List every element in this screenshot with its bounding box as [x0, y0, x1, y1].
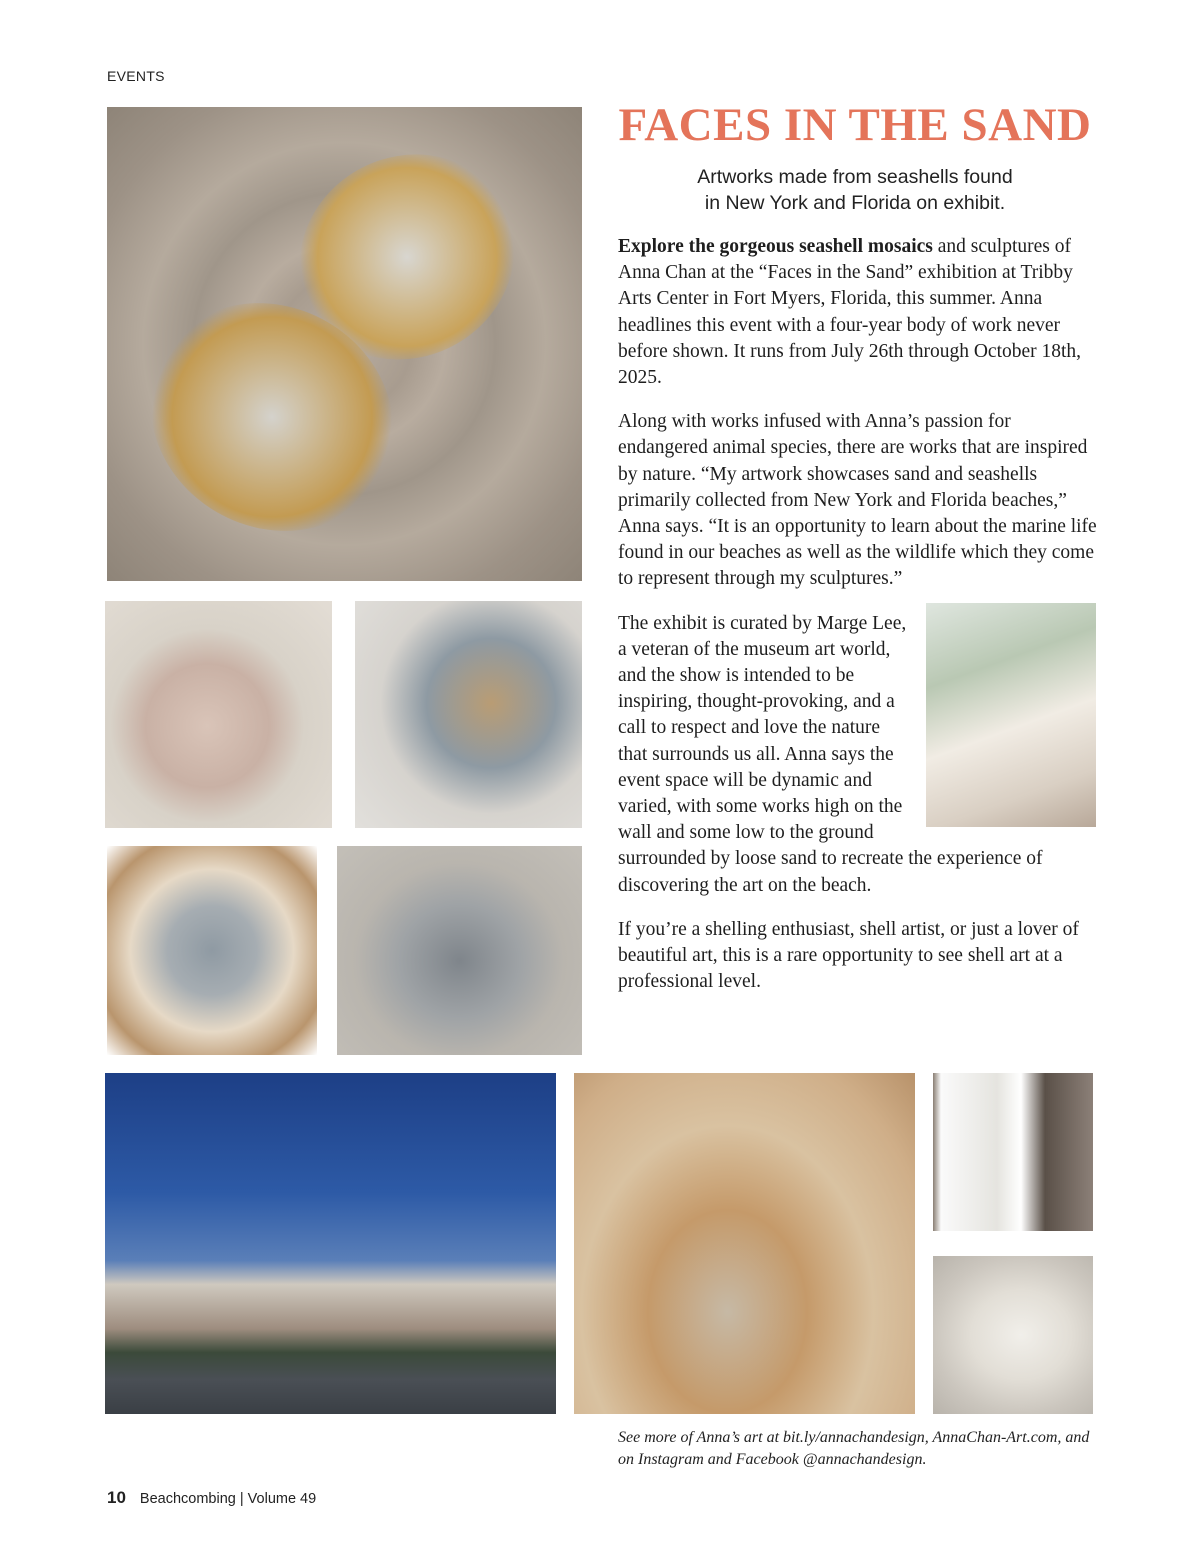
article-subtitle [630, 164, 1080, 216]
eagle-mosaic-photo [933, 1256, 1093, 1414]
paragraph: The exhibit is curated by Marge Lee, a veteran of the museum art world, and the show is intended to be inspiring, thought-provoking, and a call to respect and love the nature that surrounds us all. Anna says the event space will be dynamic and varied, with some works high on the wall and some low to the ground surrounded by loose sand to recreate the experience of discovering the art on the beach. [618, 612, 1043, 896]
tribby-arts-center-photo [105, 1073, 556, 1414]
tortoise-mosaic-photo [355, 601, 582, 828]
alligator-mosaic-photo [107, 846, 317, 1055]
rabbit-mosaic-photo [337, 846, 582, 1055]
paragraph: Along with works infused with Anna’s passion for endangered animal species, there are works that are inspired by nature. “My artwork showcases sand and seashells primarily collected from New York and Florida beaches,” Anna says. “It is an opportunity to learn about the marine life found in our beaches as well as the wildlife which they come to represent through my sculptures.” [618, 411, 1097, 590]
hedgehog-mosaic-photo [105, 601, 332, 828]
page-number: 10 [107, 1488, 126, 1507]
lead-in: Explore the gorgeous seashell mosaics [618, 236, 933, 257]
publication-name: Beachcombing | Volume 49 [139, 1491, 317, 1507]
koi-mosaic-photo [107, 107, 582, 581]
page-footer [107, 1488, 316, 1508]
fish-mosaic-photo [574, 1073, 915, 1414]
photo-caption: See more of Anna’s art at bit.ly/annachandesign, AnnaChan-Art.com, and on Instagram and Facebook @annachandesign. [618, 1429, 1090, 1468]
section-label: EVENTS [107, 68, 165, 84]
artist-with-whale-photo [933, 1073, 1093, 1231]
paragraph: If you’re a shelling enthusiast, shell artist, or just a lover of beautiful art, this is a rare opportunity to see shell art at a professional level. [618, 918, 1079, 993]
paragraph: Explore the gorgeous seashell mosaics and sculptures of Anna Chan at the “Faces in the Sand” exhibition at Tribby Arts Center in Fort Myers, Florida, this summer. Anna headlines this event with a four-year body of work never before shown. It runs from July 26th through October 18th, 2025. [618, 236, 1082, 389]
subtitle-line: in New York and Florida on exhibit. [704, 192, 1006, 214]
artist-portrait-photo [926, 603, 1096, 827]
article-title: FACES IN THE SAND [618, 99, 1092, 151]
article-body [618, 234, 1098, 1013]
subtitle-line: Artworks made from seashells found [697, 166, 1013, 188]
